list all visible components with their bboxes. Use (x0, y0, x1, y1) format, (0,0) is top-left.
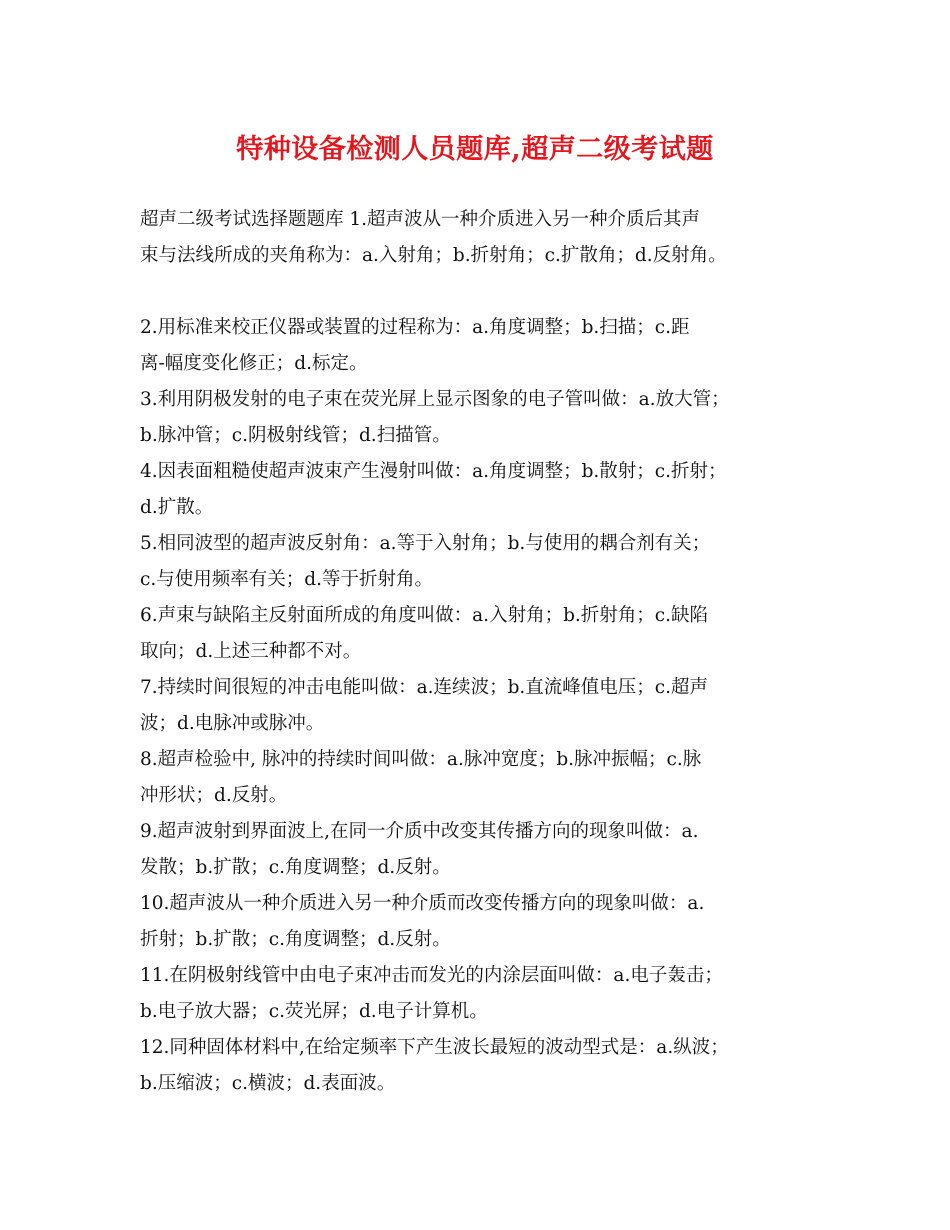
question-line: 冲形状；d.反射。 (140, 785, 288, 806)
question-line: 10.超声波从一种介质进入另一种介质而改变传播方向的现象叫做：a. (140, 893, 705, 914)
question-line: 5.相同波型的超声波反射角：a.等于入射角；b.与使用的耦合剂有关； (140, 533, 711, 554)
question-9 (140, 814, 830, 886)
question-line: 4.因表面粗糙使超声波束产生漫射叫做：a.角度调整；b.散射；c.折射； (140, 461, 727, 482)
question-1 (140, 202, 830, 274)
question-line: 波；d.电脉冲或脉冲。 (140, 713, 325, 734)
question-line: 8.超声检验中, 脉冲的持续时间叫做：a.脉冲宽度；b.脉冲振幅；c.脉 (140, 749, 702, 770)
question-2 (140, 310, 830, 382)
question-list (140, 202, 830, 1102)
question-8 (140, 742, 830, 814)
question-line: 11.在阴极射线管中由电子束冲击而发光的内涂层面叫做：a.电子轰击； (140, 965, 723, 986)
question-6 (140, 598, 830, 670)
question-11 (140, 958, 830, 1030)
question-line: d.扩散。 (140, 497, 214, 518)
question-line: 折射；b.扩散；c.角度调整；d.反射。 (140, 929, 451, 950)
question-line: 2.用标准来校正仪器或装置的过程称为：a.角度调整；b.扫描；c.距 (140, 317, 690, 338)
question-line: b.脉冲管；c.阴极射线管；d.扫描管。 (140, 425, 451, 446)
question-10 (140, 886, 830, 958)
question-line: b.压缩波；c.横波；d.表面波。 (140, 1073, 396, 1094)
question-4 (140, 454, 830, 526)
question-12 (140, 1030, 830, 1102)
question-3 (140, 382, 830, 454)
question-line: 6.声束与缺陷主反射面所成的角度叫做：a.入射角；b.折射角；c.缺陷 (140, 605, 709, 626)
question-line: c.与使用频率有关；d.等于折射角。 (140, 569, 433, 590)
question-7 (140, 670, 830, 742)
question-line: b.电子放大器；c.荧光屏；d.电子计算机。 (140, 1001, 488, 1022)
question-line: 超声二级考试选择题题库 1.超声波从一种介质进入另一种介质后其声 (140, 209, 701, 230)
question-line: 9.超声波射到界面波上,在同一介质中改变其传播方向的现象叫做：a. (140, 821, 699, 842)
question-line: 12.同种固体材料中,在给定频率下产生波长最短的波动型式是：a.纵波； (140, 1037, 729, 1058)
question-line: 3.利用阴极发射的电子束在荧光屏上显示图象的电子管叫做：a.放大管； (140, 389, 730, 410)
question-line: 取向；d.上述三种都不对。 (140, 641, 362, 662)
question-5 (140, 526, 830, 598)
document-title: 特种设备检测人员题库,超声二级考试题 (236, 134, 714, 165)
question-line: 7.持续时间很短的冲击电能叫做：a.连续波；b.直流峰值电压；c.超声 (140, 677, 709, 698)
question-line: 束与法线所成的夹角称为：a.入射角；b.折射角；c.扩散角；d.反射角。 (140, 245, 727, 266)
question-line: 离-幅度变化修正；d.标定。 (140, 353, 368, 374)
question-line: 发散；b.扩散；c.角度调整；d.反射。 (140, 857, 451, 878)
